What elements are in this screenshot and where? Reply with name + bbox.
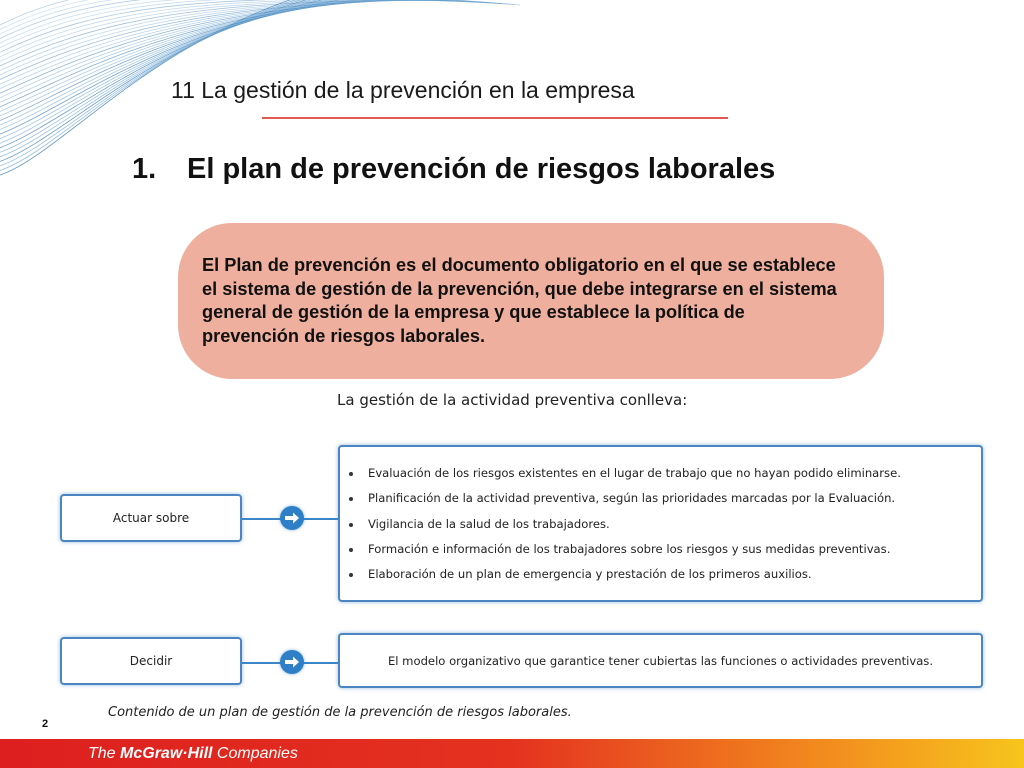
section-title: El plan de prevención de riesgos laborales — [187, 153, 776, 185]
list-item: Evaluación de los riesgos existentes en el lugar de trabajo que no hayan podido eliminarse. — [368, 461, 981, 486]
actions-list-box — [338, 445, 983, 602]
list-item: Planificación de la actividad preventiva, según las prioridades marcadas por la Evaluación. — [368, 486, 981, 511]
list-item: Vigilancia de la salud de los trabajadores. — [368, 512, 981, 537]
section-number: 1. — [132, 153, 157, 185]
decision-text: El modelo organizativo que garantice tener cubiertas las funciones o actividades preventivas. — [387, 653, 934, 668]
definition-box — [178, 223, 884, 379]
list-item: Formación e información de los trabajadores sobre los riesgos y sus medidas preventivas. — [368, 537, 981, 562]
title-underline — [262, 117, 728, 119]
diagram-intro: La gestión de la actividad preventiva conlleva: — [337, 391, 688, 409]
decidir-label: Decidir — [129, 654, 173, 668]
chapter-title: 11 La gestión de la prevención en la empresa — [171, 77, 635, 103]
wave-line — [0, 0, 466, 65]
figure-caption: Contenido de un plan de gestión de la prevención de riesgos laborales. — [108, 705, 572, 720]
definition-text: El Plan de prevención es el documento obligatorio en el que se establece el sistema de gestión de la prevención, que debe integrarse en el sistema general de gestión de la empresa y que establece la política de prevención de riesgos laborales. — [202, 255, 837, 346]
page-number: 2 — [42, 718, 49, 730]
actuar-sobre-label: Actuar sobre — [112, 511, 190, 525]
arrow-right-icon — [280, 650, 304, 674]
arrow-right-icon — [280, 506, 304, 530]
publisher-logo: The McGraw·Hill Companies — [88, 745, 298, 762]
decidir-box — [60, 637, 242, 685]
list-item: Elaboración de un plan de emergencia y prestación de los primeros auxilios. — [368, 562, 981, 587]
actuar-sobre-box — [60, 494, 242, 542]
decision-box — [338, 633, 983, 688]
wave-line — [0, 0, 459, 70]
wave-line — [0, 0, 447, 80]
actions-list — [340, 447, 981, 587]
section-heading — [132, 153, 775, 186]
